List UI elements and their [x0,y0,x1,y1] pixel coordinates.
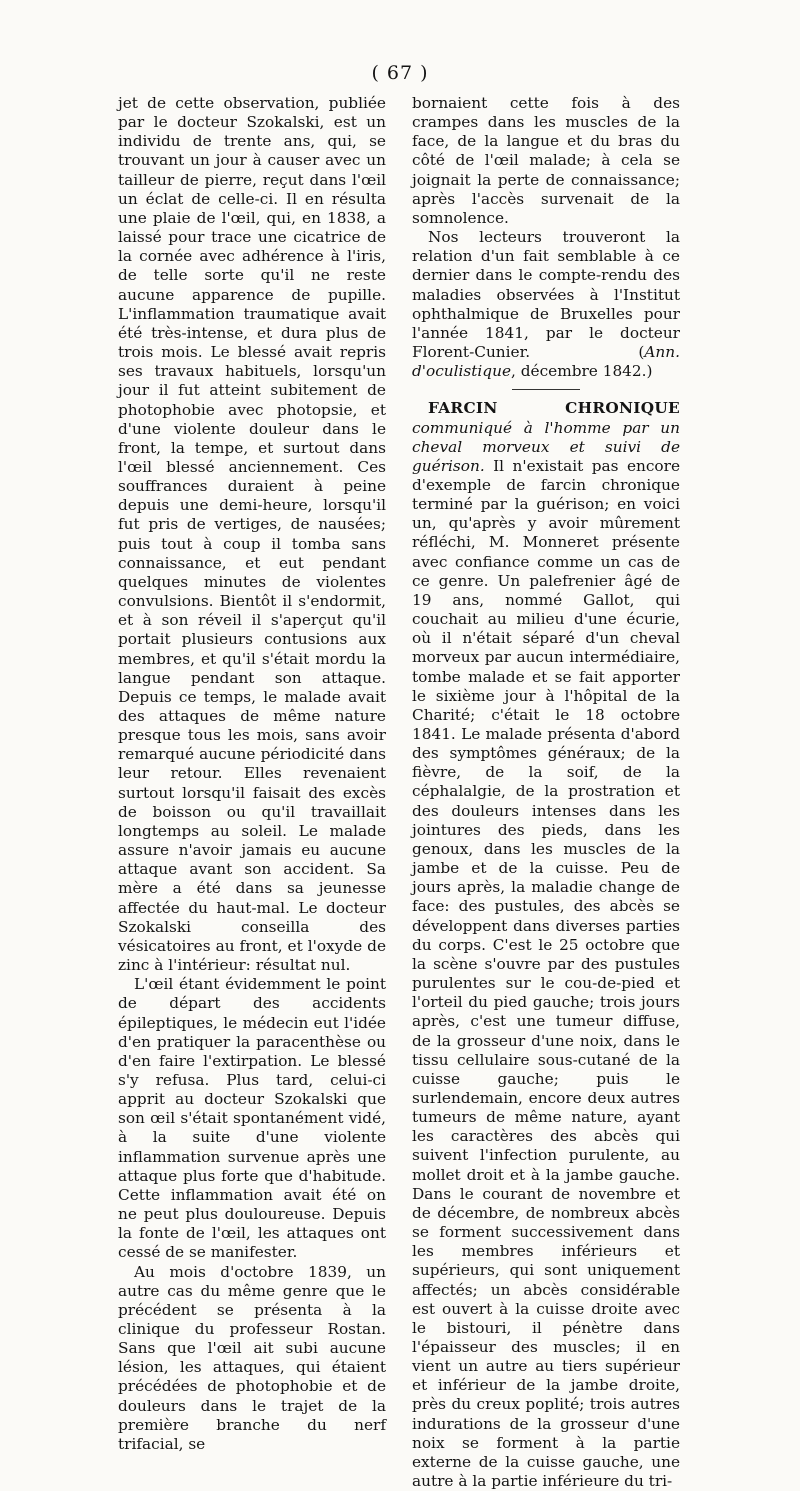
article-farcin [412,399,680,1491]
article-body: Il n'existait pas encore d'exemple de farcin chronique terminé par la guérison; en voici un, qu'après y avoir mûrement réfléchi, M. Monneret présente avec confiance comme un cas de ce genre. Un palefrenier âgé de 19 ans, nommé Gallot, qui couchait au milieu d'une écurie, où il n'était séparé d'un cheval morveux par aucun intermédiaire, tombe malade et se fait apporter le sixième jour à l'hôpital de la Charité; c'était le 18 octobre 1841. Le malade présenta d'abord des symptômes généraux; de la fièvre, de la soif, de la céphalalgie, de la prostration et des douleurs intenses dans les jointures des pieds, dans les genoux, dans les muscles de la jambe et de la cuisse. Peu de jours après, la maladie change de face: des pustules, des abcès se développent dans diverses parties du corps. C'est le 25 octobre que la scène s'ouvre par des pustules purulentes sur le cou-de-pied et l'orteil du pied gauche; trois jours après, c'est une tumeur diffuse, de la grosseur d'une noix, dans le tissu cellulaire sous-cutané de la cuisse gauche; puis le surlendemain, encore deux autres tumeurs de même nature, ayant les caractères des abcès qui suivent l'infection purulente, au mollet droit et à la jambe gauche. Dans le courant de novembre et de décembre, de nombreux abcès se forment successivement dans les membres inférieurs et supérieurs, qui sont uniquement affectés; un abcès considérable est ouvert à la cuisse droite avec le bistouri, il pénètre dans l'épaisseur des muscles; il en vient un autre au tiers supérieur et inférieur de la jambe droite, près du creux poplité; trois autres indurations de la grosseur d'une noix se forment à la partie externe de la cuisse gauche, une autre à la partie inférieure du tri- [412,456,680,1491]
page-number: ( 67 ) [371,62,429,84]
paragraph-left-3: Au mois d'octobre 1839, un autre cas du même genre que le précédent se présenta à la clinique du professeur Rostan. Sans que l'œil ait subi aucune lésion, les attaques, qui étaient précédées de photophobie et de douleurs dans le trajet de la première branche du nerf trifacial, se [118,1262,386,1453]
right-column [412,94,680,1491]
section-divider [512,389,580,390]
paragraph-right-1: bornaient cette fois à des crampes dans les muscles de la face, de la langue et du bras du côté de l'œil malade; à cela se joignait la perte de connaissance; après l'accès survenait de la somnolence. [412,94,680,227]
paragraph-right-2 [412,228,680,381]
paragraph-right-2-end: , décembre 1842.) [511,362,653,381]
source-citation: Ann. d'oculistique [412,343,680,381]
paragraph-left-2: L'œil étant évidemment le point de départ des accidents épileptiques, le médecin eut l'idée d'en pratiquer la paracenthèse ou d'en faire l'extirpation. Le blessé s'y refusa. Plus tard, celui-ci apprit au docteur Szokalski que son œil s'était spontanément vidé, à la suite d'une violente inflammation survenue après une attaque plus forte que d'habitude. Cette inflammation avait été on ne peut plus douloureuse. Depuis la fonte de l'œil, les attaques ont cessé de se manifester. [118,975,386,1262]
article-subtitle: communiqué à l'homme par un cheval morveux et suivi de guérison. [412,418,680,475]
article-title: FARCIN CHRONIQUE [428,399,680,418]
paragraph-right-2-text: Nos lecteurs trouveront la relation d'un fait semblable à ce dernier dans le compte-rendu des maladies observées à l'Institut ophthalmique de Bruxelles pour l'année 1841, par le docteur Florent-Cunier. ( [412,228,680,362]
left-column [118,94,386,1454]
paragraph-left-1: jet de cette observation, publiée par le docteur Szokalski, est un individu de trente ans, qui, se trouvant un jour à causer avec un tailleur de pierre, reçut dans l'œil un éclat de celle-ci. Il en résulta une plaie de l'œil, qui, en 1838, a laissé pour trace une cicatrice de la cornée avec adhérence à l'iris, de telle sorte qu'il ne reste aucune apparence de pupille. L'inflammation traumatique avait été très-intense, et dura plus de trois mois. Le blessé avait repris ses travaux habituels, lorsqu'un jour il fut atteint subitement de photophobie avec photopsie, et d'une violente douleur dans le front, la tempe, et surtout dans l'œil blessé anciennement. Ces souffrances duraient à peine depuis une demi-heure, lorsqu'il fut pris de vertiges, de nausées; puis tout à coup il tomba sans connaissance, et eut pendant quelques minutes de violentes convulsions. Bientôt il s'endormit, et à son réveil il s'aperçut qu'il portait plusieurs contusions aux membres, et qu'il s'était mordu la langue pendant son attaque. Depuis ce temps, le malade avait des attaques de même nature presque tous les mois, sans avoir remarqué aucune périodicité dans leur retour. Elles revenaient surtout lorsqu'il faisait des excès de boisson ou qu'il travaillait longtemps au soleil. Le malade assure n'avoir jamais eu aucune attaque avant son accident. Sa mère a été dans sa jeunesse affectée du haut-mal. Le docteur Szokalski conseilla des vésicatoires au front, et l'oxyde de zinc à l'intérieur: résultat nul. [118,94,386,975]
